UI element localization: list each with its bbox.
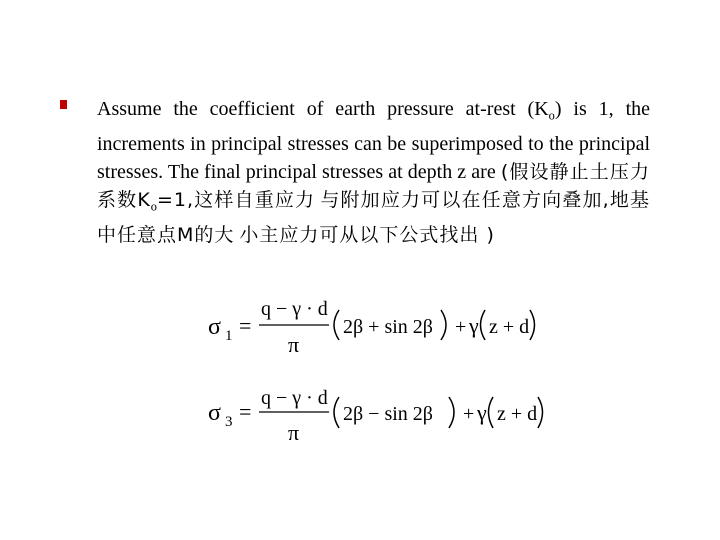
- sigma3-plus: +: [463, 403, 475, 425]
- para-line1-end: ) is 1,: [554, 98, 614, 120]
- sigma3-equals: =: [239, 399, 252, 424]
- sigma3-close-paren-2: [538, 397, 543, 428]
- formula-sigma1: [208, 298, 535, 357]
- sigma3-close-paren: [449, 397, 454, 428]
- para-line4-cjk: (假设静止土压力系数K: [97, 160, 650, 212]
- sigma1-close-paren: [441, 310, 446, 340]
- formula-sigma3: [208, 387, 543, 445]
- sigma1-open-paren: [334, 310, 339, 340]
- para-line4-end: =1,这样自重应力: [157, 189, 316, 212]
- sigma3-open-paren-2: [489, 397, 494, 428]
- sigma1-close-paren-2: [530, 310, 535, 340]
- sigma3-term1: 2β − sin 2β: [343, 403, 433, 425]
- k-subscript-2: o: [150, 199, 157, 214]
- sigma3-gamma: γ: [477, 400, 487, 425]
- sigma3-subscript: 3: [225, 414, 233, 430]
- sigma1-symbol: σ: [208, 314, 221, 340]
- sigma3-term2: z + d: [497, 403, 538, 425]
- para-line2: the increments in principal stresses can be superimposed: [97, 98, 651, 155]
- sigma3-symbol: σ: [208, 400, 221, 426]
- sigma1-open-paren-2: [481, 310, 486, 340]
- para-line1-text: Assume the coefficient of earth pressure at-rest (K: [97, 98, 549, 120]
- sigma1-term1: 2β + sin 2β: [343, 316, 433, 338]
- para-line5: 与附加应力可以在任意方向叠加,地基中任意点M的大: [97, 189, 650, 246]
- sigma1-term2: z + d: [489, 316, 530, 338]
- sigma3-numerator: q − γ · d: [261, 387, 328, 409]
- sigma1-gamma: γ: [469, 313, 479, 338]
- sigma3-denominator: π: [288, 420, 300, 445]
- sigma1-plus: +: [455, 316, 467, 338]
- para-line3: to the principal stresses. The final principal stresses at: [97, 132, 651, 183]
- sigma1-denominator: π: [288, 332, 300, 357]
- sigma3-open-paren: [334, 397, 339, 428]
- para-line4-text: depth z are: [407, 160, 501, 183]
- sigma1-numerator: q − γ · d: [261, 298, 328, 320]
- sigma1-subscript: 1: [225, 328, 233, 344]
- para-line6: 小主应力可从以下公式找出 ): [239, 223, 495, 246]
- sigma1-equals: =: [239, 313, 252, 338]
- k-subscript: o: [548, 108, 555, 123]
